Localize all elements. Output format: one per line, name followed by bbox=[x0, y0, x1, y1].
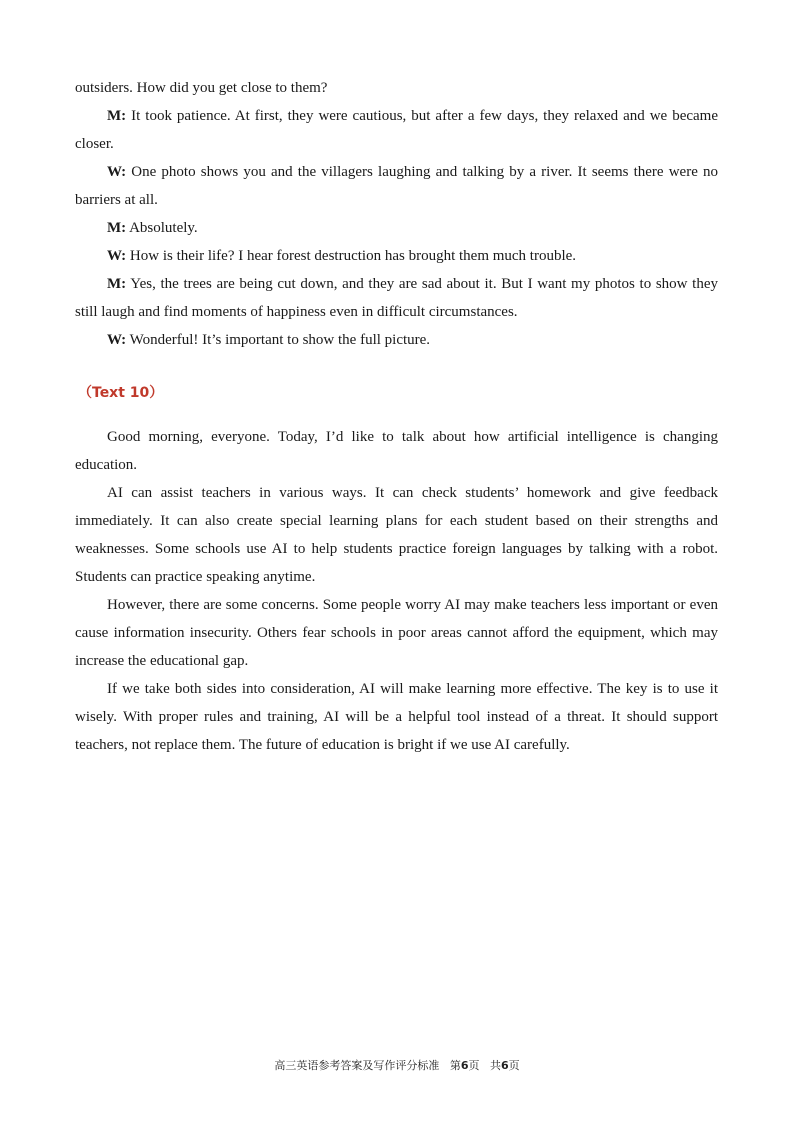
speaker-label: W: bbox=[107, 164, 127, 180]
dialogue-line bbox=[75, 74, 718, 102]
section-heading: （Text 10） bbox=[78, 385, 164, 401]
dialogue-text: It took patience. At first, they were cautious, but after a few days, they relaxed and we became closer. bbox=[75, 108, 718, 152]
passage-paragraph: However, there are some concerns. Some people worry AI may make teachers less important or even cause information insecurity. Others fear schools in poor areas cannot afford the equipment, which may increase the educational gap. bbox=[75, 597, 718, 669]
dialogue-line bbox=[75, 102, 718, 158]
dialogue-text: How is their life? I hear forest destruction has brought them much trouble. bbox=[126, 248, 577, 264]
footer-total-suffix: 页 bbox=[508, 1059, 520, 1072]
footer-total-prefix: 共 bbox=[490, 1059, 501, 1072]
footer-page-prefix: 第 bbox=[449, 1059, 461, 1072]
speaker-label: W: bbox=[107, 248, 127, 264]
dialogue-text: One photo shows you and the villagers laughing and talking by a river. It seems there were no barriers at all. bbox=[75, 164, 718, 208]
dialogue-line bbox=[75, 214, 718, 242]
speaker-label: M: bbox=[107, 108, 127, 124]
page-footer bbox=[0, 1057, 794, 1073]
dialogue-line bbox=[75, 270, 718, 326]
dialogue-text: outsiders. How did you get close to them? bbox=[75, 80, 328, 96]
footer-doc-title: 高三英语参考答案及写作评分标准 bbox=[274, 1059, 440, 1072]
footer-page-suffix: 页 bbox=[468, 1059, 480, 1072]
passage-paragraph: Good morning, everyone. Today, I’d like to talk about how artificial intelligence is changing education. bbox=[75, 429, 718, 473]
dialogue-text: Wonderful! It’s important to show the full picture. bbox=[126, 332, 431, 348]
speaker-label: M: bbox=[107, 276, 127, 292]
passage-paragraph: If we take both sides into consideration, AI will make learning more effective. The key is to use it wisely. With proper rules and training, AI will be a helpful tool instead of a threat. It should support teachers, not replace them. The future of education is bright if we use AI carefully. bbox=[75, 681, 718, 753]
footer-total-pages: 6 bbox=[501, 1059, 509, 1072]
speaker-label: M: bbox=[107, 220, 127, 236]
dialogue-line bbox=[75, 326, 718, 354]
dialogue-text: Absolutely. bbox=[126, 220, 198, 236]
passage-paragraph: AI can assist teachers in various ways. It can check students’ homework and give feedback immediately. It can also create special learning plans for each student based on their strengths and weaknesses. Some schools use AI to help students practice foreign languages by talking with a robot. Students can practice speaking anytime. bbox=[75, 485, 718, 585]
dialogue-line bbox=[75, 242, 718, 270]
footer-page-number: 6 bbox=[460, 1059, 469, 1072]
dialogue-text: Yes, the trees are being cut down, and they are sad about it. But I want my photos to show they still laugh and find moments of happiness even in difficult circumstances. bbox=[75, 276, 718, 320]
passage-section bbox=[75, 423, 718, 759]
dialogue-line bbox=[75, 158, 718, 214]
page-content bbox=[75, 74, 718, 759]
speaker-label: W: bbox=[107, 332, 127, 348]
dialogue-section bbox=[75, 74, 718, 354]
